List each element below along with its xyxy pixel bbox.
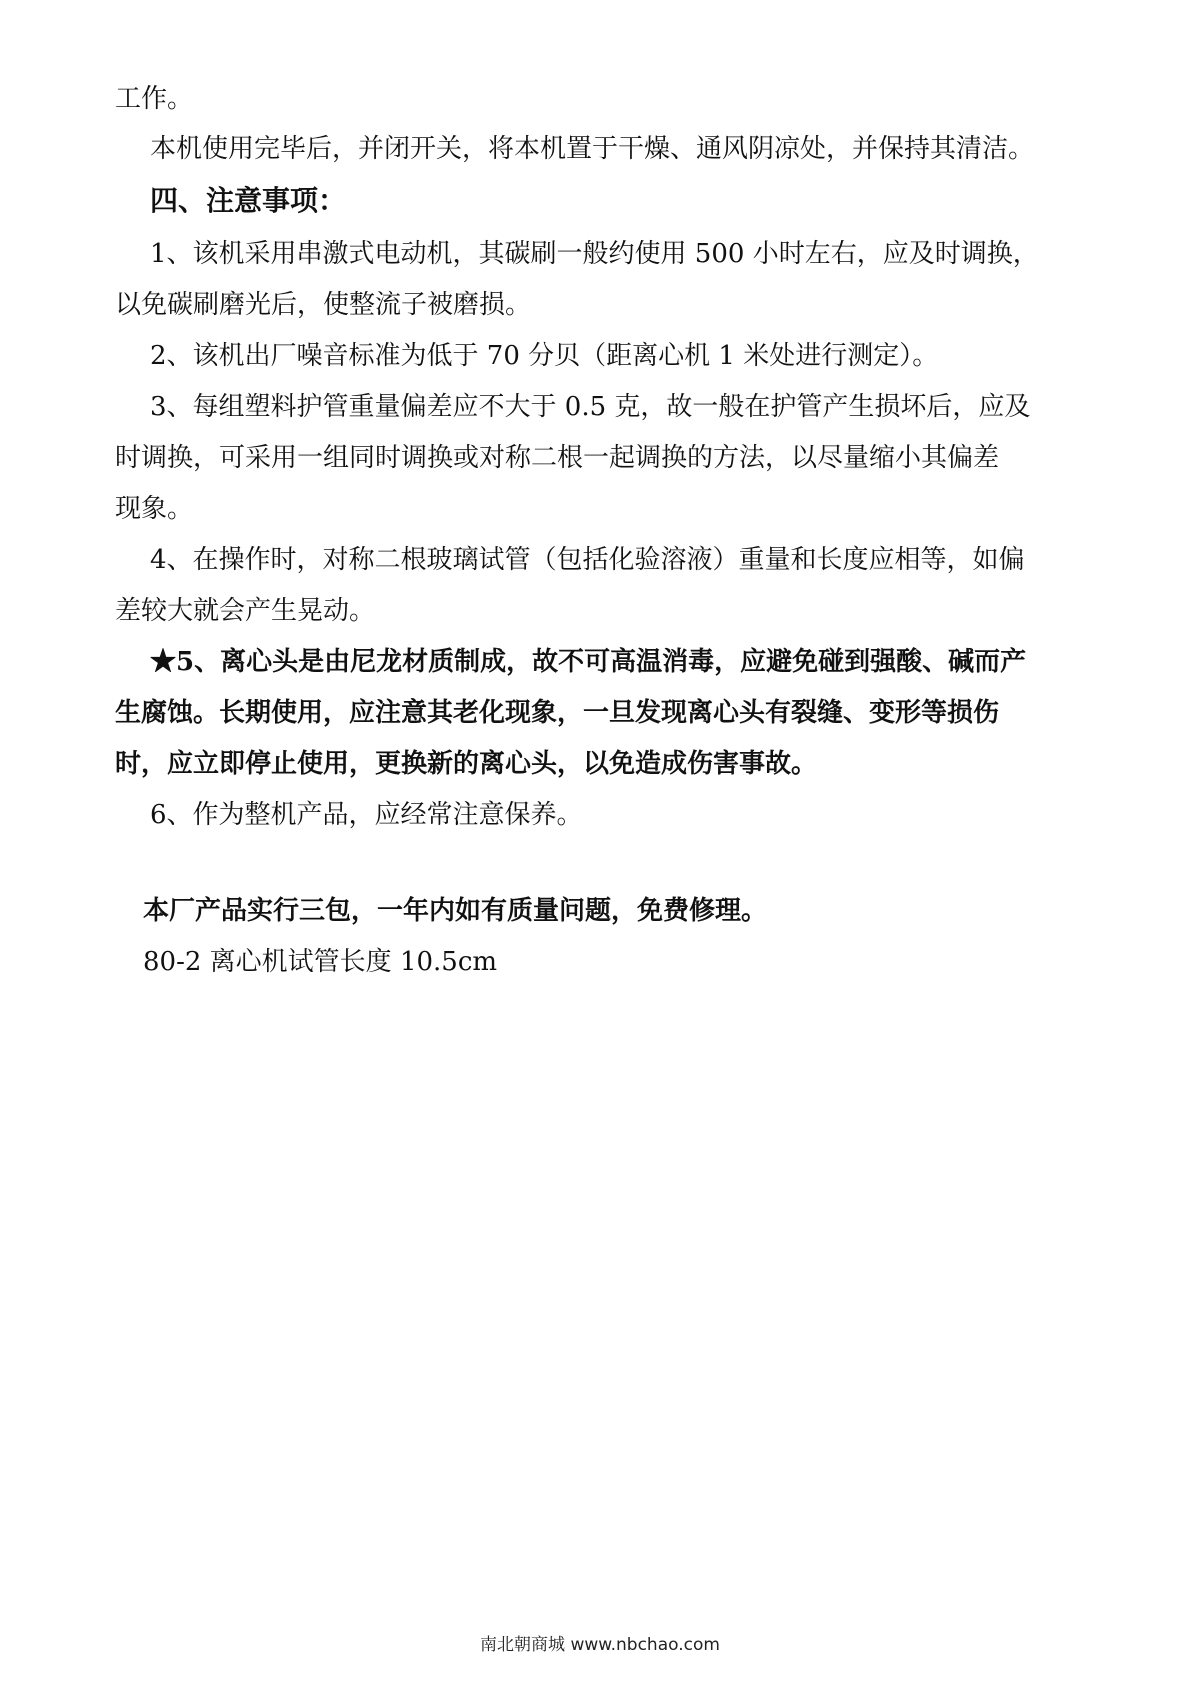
paragraph-line: 4、在操作时，对称二根玻璃试管（包括化验溶液）重量和长度应相等，如偏 [150,545,1025,575]
paragraph-line: 6、作为整机产品，应经常注意保养。 [150,800,583,830]
section-heading: 四、注意事项： [150,184,347,217]
tube-length-note: 80-2 离心机试管长度 10.5cm [143,947,498,977]
paragraph-line: 现象。 [115,494,194,524]
paragraph-line: 时调换，可采用一组同时调换或对称二根一起调换的方法，以尽量缩小其偏差 [115,443,1000,473]
paragraph-line: 2、该机出厂噪音标准为低于 70 分贝（距离心机 1 米处进行测定）。 [150,341,939,371]
paragraph-line: 差较大就会产生晃动。 [115,596,376,626]
paragraph-line: 工作。 [115,84,194,114]
paragraph-line: 以免碳刷磨光后，使整流子被磨损。 [115,290,532,320]
warning-line: 生腐蚀。长期使用，应注意其老化现象，一旦发现离心头有裂缝、变形等损伤 [115,698,1000,728]
paragraph-line: 3、每组塑料护管重量偏差应不大于 0.5 克，故一般在护管产生损坏后，应及 [150,392,1031,422]
paragraph-line: 1、该机采用串激式电动机，其碳刷一般约使用 500 小时左右，应及时调换， [150,239,1039,269]
footer-watermark: 南北朝商城 www.nbchao.com [480,1635,720,1655]
paragraph-line: 本机使用完毕后，并闭开关，将本机置于干燥、通风阴凉处，并保持其清洁。 [150,134,1035,164]
warning-line: 时，应立即停止使用，更换新的离心头，以免造成伤害事故。 [115,749,818,779]
warning-line: ★5、离心头是由尼龙材质制成，故不可高温消毒，应避免碰到强酸、碱而产 [150,647,1027,677]
warranty-note: 本厂产品实行三包，一年内如有质量问题，免费修理。 [143,896,768,926]
